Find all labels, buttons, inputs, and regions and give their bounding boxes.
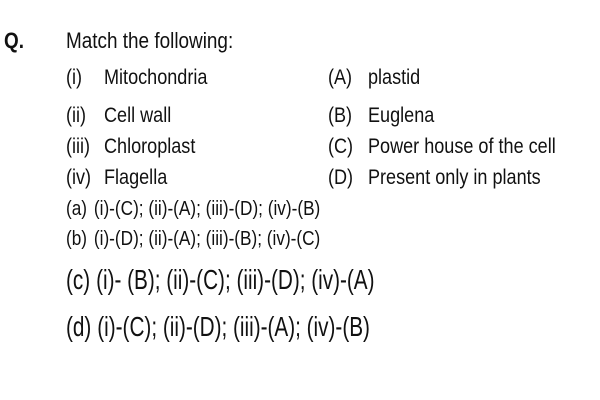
option-letter: (c) [66,264,91,295]
right-term: Euglena [368,104,435,127]
option-text: (i)- (B); (ii)-(C); (iii)-(D); (iv)-(A) [96,264,375,295]
answer-option-b[interactable] [66,228,320,251]
match-row [66,166,596,192]
option-letter: (b) [66,228,88,250]
option-letter: (a) [66,198,88,220]
left-numeral: (ii) [66,104,87,127]
option-letter: (d) [66,311,92,342]
right-letter: (B) [328,104,353,127]
question-number: Q. [4,28,24,53]
option-text: (i)-(D); (ii)-(A); (iii)-(B); (iv)-(C) [93,228,321,250]
left-term: Flagella [104,166,168,189]
right-term: plastid [368,66,421,89]
answer-option-d[interactable] [66,311,370,343]
left-numeral: (iii) [66,135,91,158]
right-letter: (A) [328,66,353,89]
option-text: (i)-(C); (ii)-(A); (iii)-(D); (iv)-(B) [93,198,321,220]
left-term: Chloroplast [104,135,196,158]
answer-option-c[interactable] [66,264,375,296]
match-row [66,135,596,161]
option-text: (i)-(C); (ii)-(D); (iii)-(A); (iv)-(B) [97,311,370,342]
match-row [66,104,596,130]
answer-option-a[interactable] [66,198,320,221]
right-letter: (C) [328,135,354,158]
question-stem: Match the following: [66,28,234,53]
right-term: Power house of the cell [368,135,556,158]
left-numeral: (iv) [66,166,92,189]
right-term: Present only in plants [368,166,541,189]
left-term: Mitochondria [104,66,208,89]
left-numeral: (i) [66,66,83,89]
left-term: Cell wall [104,104,172,127]
match-row [66,66,596,92]
right-letter: (D) [328,166,354,189]
